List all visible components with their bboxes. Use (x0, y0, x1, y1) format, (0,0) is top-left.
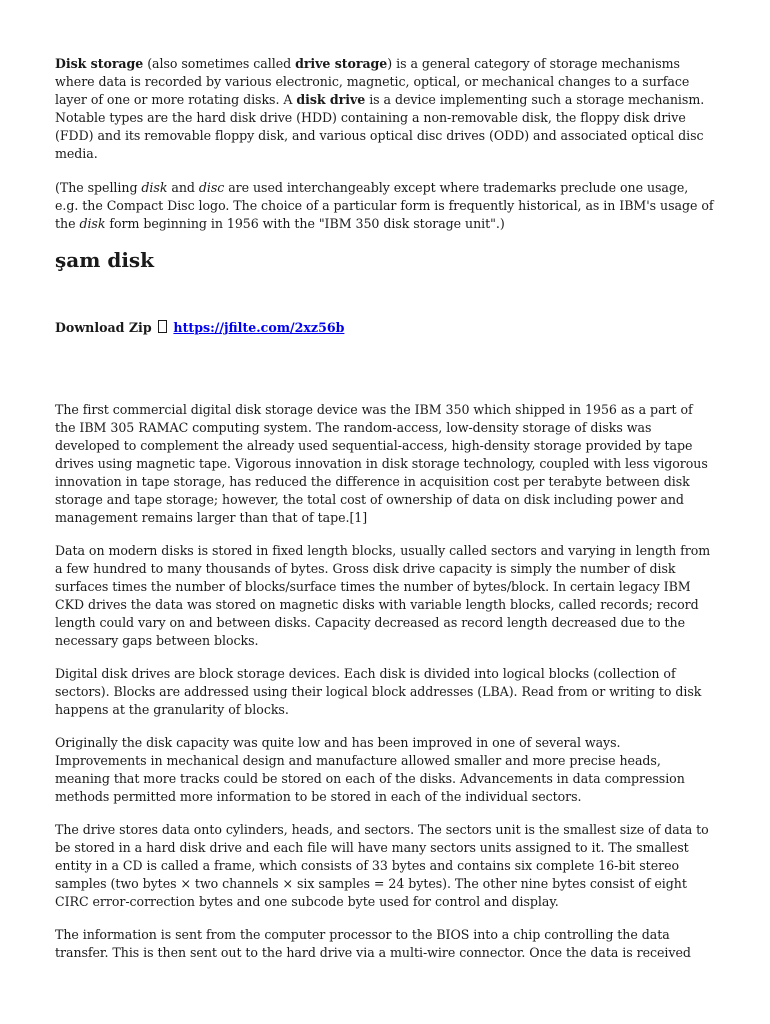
body-paragraph: Data on modern disks is stored in fixed length blocks, usually called sectors and varying in length from a few hundred to many thousands of bytes. Gross disk drive capacity is simply the number of disk surfaces times the number of blocks/surface times the number of bytes/block. In certain legacy IBM CKD drives the data was stored on magnetic disks with variable length blocks, called records; record length could vary on and between disks. Capacity decreased as record length decreased due to the necessary gaps between blocks. (55, 543, 711, 648)
download-label: Download Zip (55, 320, 152, 335)
term-disk-drive: disk drive (296, 92, 366, 107)
download-link[interactable]: https://jfilte.com/2xz56b (173, 320, 345, 335)
intro-paragraph-1 (55, 55, 715, 163)
text-run: ) is a general category of storage mechanisms where data is recorded by various electronic, magnetic, optical, or mechanical changes to a surface layer of one or more rotating disks. A (55, 56, 690, 107)
term-disc-italic: disc (198, 180, 225, 195)
page-heading: şam disk (55, 248, 155, 272)
text-run: (The spelling (55, 180, 142, 195)
term-drive-storage: drive storage (295, 56, 388, 71)
body-paragraph: The drive stores data onto cylinders, heads, and sectors. The sectors unit is the smallest size of data to be stored in a hard disk drive and each file will have many sectors units assigned to it. The smallest entity in a CD is called a frame, which consists of 33 bytes and contains six complete 16-bit stereo samples (two bytes × two channels × six samples = 24 bytes). The other nine bytes consist of eight CIRC error-correction bytes and one subcode byte used for control and display. (55, 822, 709, 909)
body-paragraph: Originally the disk capacity was quite low and has been improved in one of several ways. Improvements in mechanical design and manufacture allowed smaller and more precise heads, meaning that more tracks could be stored on each of the disks. Advancements in data compression methods permitted more information to be stored in each of the individual sectors. (55, 735, 685, 804)
intro-paragraph-2 (55, 179, 715, 233)
term-disk-italic: disk (79, 216, 106, 231)
document-content (55, 55, 715, 977)
term-disk-italic: disk (141, 180, 168, 195)
article-body (55, 401, 715, 962)
missing-glyph-icon (158, 320, 167, 333)
body-paragraph: The first commercial digital disk storage device was the IBM 350 which shipped in 1956 as a part of the IBM 305 RAMAC computing system. The random-access, low-density storage of disks was developed to complement the already used sequential-access, high-density storage provided by tape drives using magnetic tape. Vigorous innovation in disk storage technology, coupled with less vigorous innovation in tape storage, has reduced the difference in acquisition cost per terabyte between disk storage and tape storage; however, the total cost of ownership of data on disk including power and management remains larger than that of tape.[1] (55, 402, 708, 525)
text-run: and (167, 180, 199, 195)
text-run: (also sometimes called (143, 56, 296, 71)
body-paragraph: Digital disk drives are block storage devices. Each disk is divided into logical blocks (collection of sectors). Blocks are addressed using their logical block addresses (LBA). Read from or writing to disk happens at the granularity of blocks. (55, 666, 702, 717)
body-paragraph: The information is sent from the computer processor to the BIOS into a chip controlling the data transfer. This is then sent out to the hard drive via a multi-wire connector. Once the data is received (55, 927, 691, 960)
download-line (55, 319, 715, 337)
text-run: form beginning in 1956 with the "IBM 350 disk storage unit".) (105, 216, 505, 231)
text-run: is a device implementing such a storage mechanism. Notable types are the hard disk drive (HDD) containing a non-removable disk, the floppy disk drive (FDD) and its removable floppy disk, and various optical disc drives (ODD) and associated optical disc media. (55, 92, 705, 161)
term-disk-storage: Disk storage (55, 56, 144, 71)
text-run: are used interchangeably except where trademarks preclude one usage, e.g. the Compact Disc logo. The choice of a particular form is frequently historical, as in IBM's usage of the (55, 180, 714, 231)
